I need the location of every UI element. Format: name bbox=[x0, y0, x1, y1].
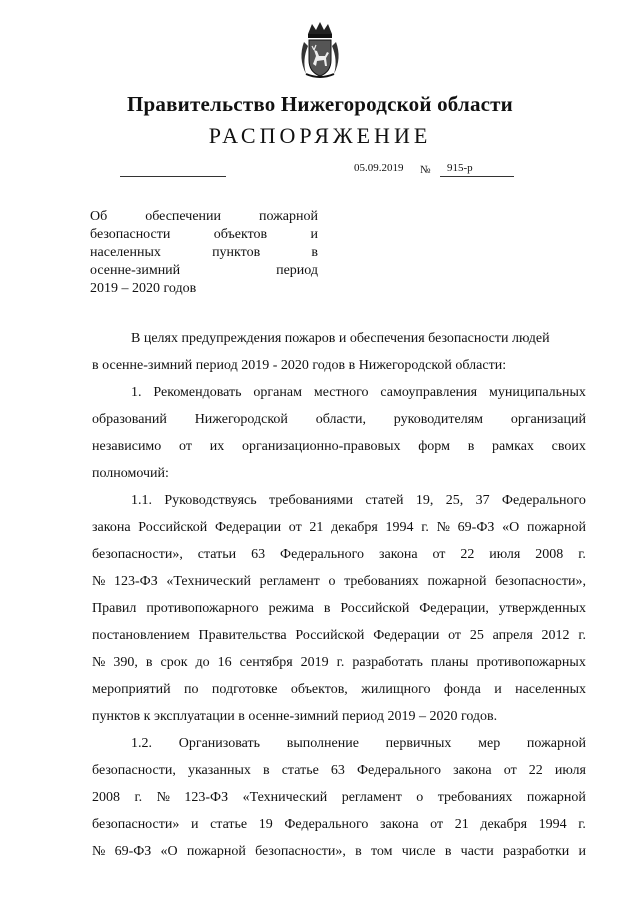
subject-line bbox=[90, 280, 318, 298]
body-word: руководителям bbox=[393, 412, 484, 427]
body-word: форм bbox=[418, 439, 450, 454]
subject-line bbox=[90, 226, 318, 244]
body-word: мероприятий bbox=[92, 682, 171, 697]
body-word: разработки bbox=[502, 844, 570, 859]
body-word: 16 bbox=[217, 655, 232, 670]
body-word: безопасности», bbox=[495, 574, 586, 589]
body-word: Федерации bbox=[373, 628, 440, 643]
body-word: «О bbox=[160, 844, 178, 859]
body-word: жилищного bbox=[361, 682, 431, 697]
body-word: Нижегородской bbox=[194, 412, 288, 427]
subject-word: объектов bbox=[213, 227, 268, 242]
body-word: первичных bbox=[385, 736, 452, 751]
body-word: и bbox=[190, 817, 199, 832]
body-word: 1994 bbox=[538, 817, 567, 832]
body-word: самоуправления bbox=[380, 385, 478, 400]
body-word: 123-ФЗ bbox=[114, 574, 158, 589]
body-line bbox=[92, 676, 586, 703]
body-word: закона bbox=[453, 763, 492, 778]
registration-line-right bbox=[440, 176, 514, 177]
body-word: статье bbox=[281, 763, 319, 778]
body-word: Организовать bbox=[178, 736, 260, 751]
subject-word: осенне-зимний bbox=[90, 263, 181, 278]
body-word: г. bbox=[134, 790, 143, 805]
coat-of-arms-icon bbox=[298, 20, 342, 80]
body-word: закона bbox=[380, 817, 419, 832]
body-word: от bbox=[432, 547, 446, 562]
government-title: Правительство Нижегородской области bbox=[127, 92, 513, 116]
body-word: в bbox=[145, 655, 153, 670]
body-word: пожарной bbox=[526, 736, 586, 751]
body-word: планы bbox=[430, 655, 469, 670]
body-word: № bbox=[436, 520, 450, 535]
body-word: утвержденных bbox=[498, 601, 586, 616]
body-word: Федерации bbox=[214, 520, 282, 535]
body-word: № bbox=[92, 655, 106, 670]
body-word: Федерального bbox=[356, 763, 442, 778]
body-word: статье bbox=[210, 817, 248, 832]
body-word: пожарной bbox=[427, 574, 487, 589]
body-word: фонда bbox=[443, 682, 481, 697]
body-word: 25 bbox=[469, 628, 484, 643]
body-word: 21 bbox=[309, 520, 324, 535]
body-word: органам bbox=[253, 385, 302, 400]
body-word: 1. bbox=[131, 385, 142, 400]
body-word: Рекомендовать bbox=[153, 385, 242, 400]
subject-word: период bbox=[276, 263, 318, 278]
body-word: в осенне-зимний период 2019 - 2020 годов в Нижегородской области: bbox=[92, 358, 507, 373]
body-word: 37 bbox=[475, 493, 490, 508]
body-word: № bbox=[92, 844, 106, 859]
body-line bbox=[92, 514, 586, 541]
document-number: 915-р bbox=[447, 162, 473, 174]
body-word: 390, bbox=[113, 655, 138, 670]
body-word: организационно-правовых bbox=[241, 439, 401, 454]
body-line bbox=[92, 811, 586, 838]
body-word: закона bbox=[379, 547, 418, 562]
registration-line-left bbox=[120, 176, 226, 177]
body-word: 123-ФЗ bbox=[184, 790, 229, 805]
body-word: «Технический bbox=[166, 574, 252, 589]
body-word: противопожарного bbox=[146, 601, 259, 616]
body-word: и bbox=[578, 844, 586, 859]
body-line bbox=[92, 703, 586, 730]
body-line bbox=[92, 487, 586, 514]
body-word: Российской bbox=[138, 520, 208, 535]
body-word: 1.1. bbox=[131, 493, 152, 508]
body-word: декабря bbox=[331, 520, 378, 535]
subject-word: в bbox=[311, 245, 318, 260]
body-word: населенных bbox=[515, 682, 586, 697]
subject-word: безопасности bbox=[90, 227, 171, 242]
body-word: образований bbox=[92, 412, 167, 427]
body-word: 25, bbox=[445, 493, 464, 508]
document-type-title: РАСПОРЯЖЕНИЕ bbox=[208, 123, 432, 148]
body-word: 21 bbox=[454, 817, 469, 832]
body-word: Правительства bbox=[198, 628, 287, 643]
body-word: требованиях bbox=[344, 574, 419, 589]
subject-word: и bbox=[310, 227, 318, 242]
body-word: в bbox=[444, 844, 452, 859]
body-word: от bbox=[288, 520, 302, 535]
body-word: г. bbox=[578, 817, 586, 832]
body-line bbox=[92, 460, 586, 487]
body-word: 2019 bbox=[300, 655, 329, 670]
body-word: от bbox=[503, 763, 517, 778]
document-body bbox=[92, 325, 586, 865]
subject-word: пунктов bbox=[212, 245, 261, 260]
body-line bbox=[92, 730, 586, 757]
body-word: в bbox=[263, 763, 270, 778]
body-word: июля bbox=[489, 547, 521, 562]
body-word: в bbox=[467, 439, 475, 454]
body-word: по bbox=[184, 682, 199, 697]
body-word: безопасности, bbox=[92, 763, 176, 778]
subject-word: обеспечении bbox=[145, 209, 222, 224]
body-word: полномочий: bbox=[92, 466, 169, 481]
body-word: 19 bbox=[258, 817, 273, 832]
document-subject bbox=[90, 208, 318, 298]
body-word: требованиями bbox=[268, 493, 353, 508]
body-word: числе bbox=[401, 844, 436, 859]
body-word: № bbox=[92, 574, 106, 589]
body-word: Федерации, bbox=[419, 601, 489, 616]
body-word: 69-ФЗ bbox=[457, 520, 495, 535]
body-word: 1.2. bbox=[131, 736, 152, 751]
body-word: 19, bbox=[415, 493, 434, 508]
body-word: рамках bbox=[492, 439, 534, 454]
body-word: указанных bbox=[187, 763, 251, 778]
body-line bbox=[92, 784, 586, 811]
body-word: «Технический bbox=[242, 790, 328, 805]
body-word: подготовке bbox=[211, 682, 278, 697]
body-word: Федерального bbox=[284, 817, 369, 832]
body-word: от bbox=[179, 439, 192, 454]
body-word: Российской bbox=[295, 628, 365, 643]
body-word: 1994 bbox=[385, 520, 414, 535]
body-word: их bbox=[209, 439, 225, 454]
body-word: том bbox=[370, 844, 393, 859]
body-word: 69-ФЗ bbox=[114, 844, 152, 859]
body-word: объектов, bbox=[290, 682, 348, 697]
body-line bbox=[92, 838, 586, 865]
body-word: сентября bbox=[239, 655, 293, 670]
body-word: муниципальных bbox=[489, 385, 586, 400]
body-word: статьи bbox=[197, 547, 237, 562]
subject-word: Об bbox=[90, 209, 108, 224]
subject-line bbox=[90, 208, 318, 226]
body-word: от bbox=[448, 628, 462, 643]
body-word: до bbox=[195, 655, 210, 670]
body-word: и bbox=[494, 682, 502, 697]
body-word: апреля bbox=[492, 628, 533, 643]
body-word: Российской bbox=[340, 601, 410, 616]
body-word: г. bbox=[421, 520, 429, 535]
body-word: требованиях bbox=[437, 790, 513, 805]
body-word: 63 bbox=[251, 547, 266, 562]
document-date: 05.09.2019 bbox=[354, 162, 404, 174]
body-word: В целях предупреждения пожаров и обеспечения безопасности людей bbox=[131, 331, 550, 346]
body-word: 2008 bbox=[535, 547, 564, 562]
body-word: 2012 bbox=[541, 628, 570, 643]
body-line bbox=[92, 352, 586, 379]
body-word: срок bbox=[160, 655, 188, 670]
subject-word: 2019 – 2020 годов bbox=[90, 281, 197, 296]
body-word: мер bbox=[478, 736, 501, 751]
body-word: пожарной bbox=[186, 844, 246, 859]
body-word: разработать bbox=[352, 655, 423, 670]
body-word: постановлением bbox=[92, 628, 190, 643]
body-word: № bbox=[156, 790, 170, 805]
document-number-label: № bbox=[420, 164, 431, 176]
body-line bbox=[92, 433, 586, 460]
body-word: Федерального bbox=[501, 493, 586, 508]
body-line bbox=[92, 325, 586, 352]
body-word: регламент bbox=[341, 790, 402, 805]
body-word: своих bbox=[551, 439, 586, 454]
body-word: 22 bbox=[528, 763, 543, 778]
body-word: «О bbox=[502, 520, 520, 535]
body-word: пожарной bbox=[526, 790, 586, 805]
body-word: части bbox=[460, 844, 494, 859]
body-word: декабря bbox=[480, 817, 528, 832]
body-word: безопасности» bbox=[92, 817, 180, 832]
body-word: о bbox=[416, 790, 424, 805]
body-line bbox=[92, 406, 586, 433]
body-word: г. bbox=[578, 628, 586, 643]
subject-line bbox=[90, 262, 318, 280]
body-line bbox=[92, 622, 586, 649]
body-line bbox=[92, 757, 586, 784]
body-word: области, bbox=[315, 412, 366, 427]
body-word: от bbox=[430, 817, 444, 832]
body-word: г. bbox=[336, 655, 345, 670]
body-word: Федерального bbox=[280, 547, 365, 562]
body-word: безопасности», bbox=[255, 844, 346, 859]
body-line bbox=[92, 568, 586, 595]
body-word: независимо bbox=[92, 439, 162, 454]
body-word: 63 bbox=[330, 763, 345, 778]
body-word: Руководствуясь bbox=[164, 493, 257, 508]
body-word: местного bbox=[313, 385, 369, 400]
body-word: организаций bbox=[510, 412, 586, 427]
body-word: закона bbox=[92, 520, 131, 535]
body-line bbox=[92, 541, 586, 568]
body-word: о bbox=[328, 574, 336, 589]
body-line bbox=[92, 649, 586, 676]
body-word: противопожарных bbox=[476, 655, 586, 670]
body-word: выполнение bbox=[286, 736, 359, 751]
body-word: в bbox=[323, 601, 331, 616]
body-word: режима bbox=[268, 601, 314, 616]
body-word: 22 bbox=[460, 547, 475, 562]
body-word: пожарной bbox=[526, 520, 586, 535]
body-word: 2008 bbox=[92, 790, 120, 805]
body-word: в bbox=[355, 844, 362, 859]
subject-word: пожарной bbox=[258, 209, 318, 224]
body-word: безопасности», bbox=[92, 547, 183, 562]
body-word: статей bbox=[365, 493, 404, 508]
subject-line bbox=[90, 244, 318, 262]
body-word: г. bbox=[578, 547, 586, 562]
body-word: Правил bbox=[92, 601, 137, 616]
body-word: пунктов к эксплуатации в осенне-зимний период 2019 – 2020 годов. bbox=[92, 709, 498, 724]
body-word: июля bbox=[554, 763, 586, 778]
subject-word: населенных bbox=[90, 245, 161, 260]
body-line bbox=[92, 379, 586, 406]
body-line bbox=[92, 595, 586, 622]
body-word: регламент bbox=[259, 574, 320, 589]
